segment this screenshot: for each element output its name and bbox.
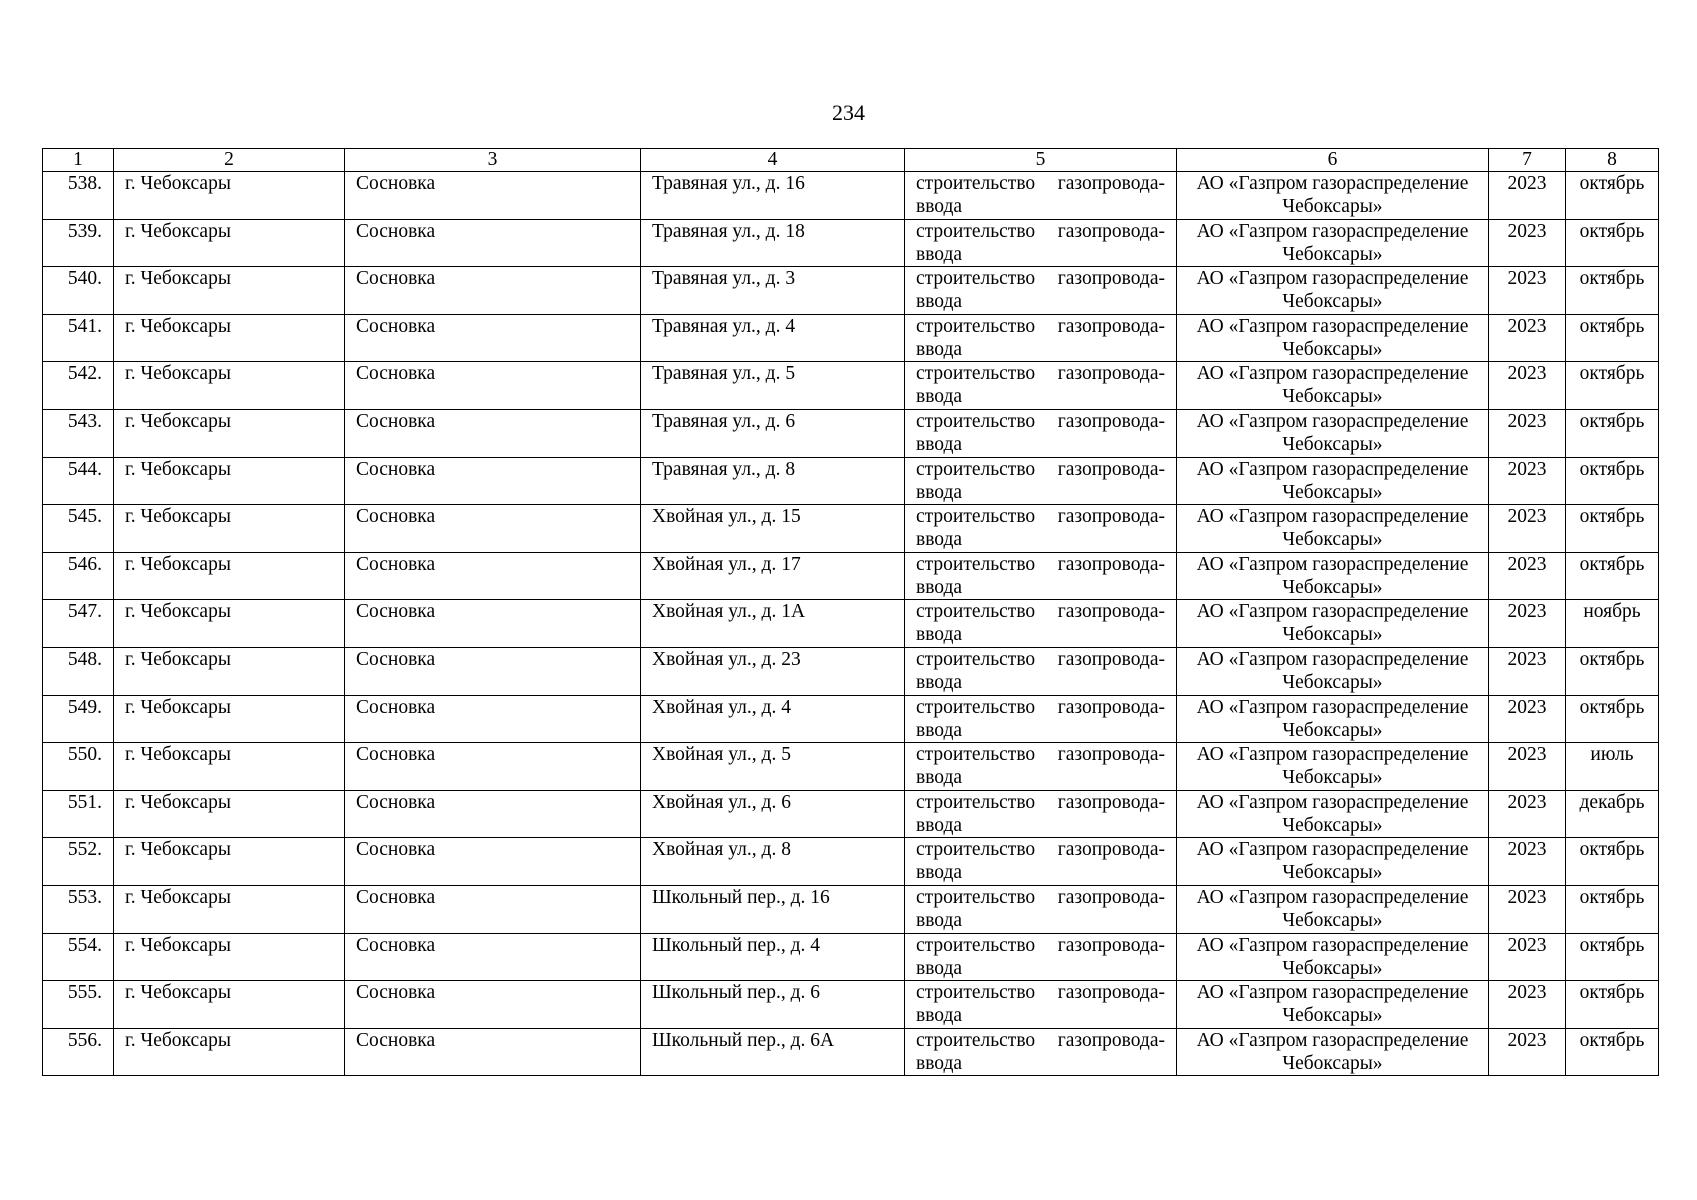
table-header xyxy=(43,149,1659,172)
district-cell: Сосновка xyxy=(345,933,641,981)
table-row xyxy=(43,172,1659,220)
row-number: 541. xyxy=(43,314,114,362)
address-cell: Травяная ул., д. 6 xyxy=(641,409,905,457)
row-number: 550. xyxy=(43,743,114,791)
organization-line: АО «Газпром газораспределение xyxy=(1196,553,1469,575)
work-type-line: ввода xyxy=(916,386,963,408)
year-cell: 2023 xyxy=(1489,981,1566,1029)
organization-line: Чебоксары» xyxy=(1282,719,1383,741)
year-cell: 2023 xyxy=(1489,790,1566,838)
work-type-line: строительство газопровода- xyxy=(916,791,1165,813)
table-row xyxy=(43,647,1659,695)
city-cell: г. Чебоксары xyxy=(114,552,345,600)
organization-line: Чебоксары» xyxy=(1282,243,1383,265)
organization-line: АО «Газпром газораспределение xyxy=(1196,410,1469,432)
organization-line: Чебоксары» xyxy=(1282,338,1383,360)
work-type-cell xyxy=(905,457,1177,505)
row-number: 551. xyxy=(43,790,114,838)
table-row xyxy=(43,362,1659,410)
city-cell: г. Чебоксары xyxy=(114,362,345,410)
work-type-line: строительство газопровода- xyxy=(916,220,1165,242)
work-type-line: ввода xyxy=(916,719,963,741)
year-cell: 2023 xyxy=(1489,933,1566,981)
work-type-line: ввода xyxy=(916,338,963,360)
work-type-line: ввода xyxy=(916,196,963,217)
address-cell: Хвойная ул., д. 8 xyxy=(641,838,905,886)
year-cell: 2023 xyxy=(1489,172,1566,220)
organization-line: Чебоксары» xyxy=(1282,196,1383,217)
month-cell: октябрь xyxy=(1566,409,1659,457)
city-cell: г. Чебоксары xyxy=(114,790,345,838)
address-cell: Травяная ул., д. 16 xyxy=(641,172,905,220)
city-cell: г. Чебоксары xyxy=(114,695,345,743)
year-cell: 2023 xyxy=(1489,362,1566,410)
city-cell: г. Чебоксары xyxy=(114,885,345,933)
month-cell: октябрь xyxy=(1566,362,1659,410)
month-cell: октябрь xyxy=(1566,314,1659,362)
organization-line: Чебоксары» xyxy=(1282,862,1383,884)
district-cell: Сосновка xyxy=(345,267,641,315)
district-cell: Сосновка xyxy=(345,743,641,791)
city-cell: г. Чебоксары xyxy=(114,933,345,981)
month-cell: октябрь xyxy=(1566,552,1659,600)
row-number: 542. xyxy=(43,362,114,410)
organization-cell xyxy=(1177,981,1489,1029)
row-number: 552. xyxy=(43,838,114,886)
organization-cell xyxy=(1177,314,1489,362)
work-type-line: строительство газопровода- xyxy=(916,934,1165,956)
row-number: 556. xyxy=(43,1028,114,1076)
district-cell: Сосновка xyxy=(345,695,641,743)
organization-cell xyxy=(1177,838,1489,886)
year-cell: 2023 xyxy=(1489,1028,1566,1076)
table-row xyxy=(43,457,1659,505)
organization-line: АО «Газпром газораспределение xyxy=(1196,1029,1469,1051)
work-type-line: строительство газопровода- xyxy=(916,696,1165,718)
column-header: 1 xyxy=(43,149,114,172)
row-number: 554. xyxy=(43,933,114,981)
work-type-line: строительство газопровода- xyxy=(916,744,1165,766)
year-cell: 2023 xyxy=(1489,552,1566,600)
work-type-cell xyxy=(905,267,1177,315)
work-type-cell xyxy=(905,362,1177,410)
year-cell: 2023 xyxy=(1489,219,1566,267)
table-row xyxy=(43,695,1659,743)
city-cell: г. Чебоксары xyxy=(114,267,345,315)
month-cell: октябрь xyxy=(1566,505,1659,553)
year-cell: 2023 xyxy=(1489,647,1566,695)
year-cell: 2023 xyxy=(1489,505,1566,553)
organization-line: Чебоксары» xyxy=(1282,1052,1383,1074)
organization-line: Чебоксары» xyxy=(1282,291,1383,313)
city-cell: г. Чебоксары xyxy=(114,409,345,457)
month-cell: октябрь xyxy=(1566,219,1659,267)
address-cell: Школьный пер., д. 6А xyxy=(641,1028,905,1076)
data-table xyxy=(42,148,1659,1076)
work-type-line: ввода xyxy=(916,671,963,693)
district-cell: Сосновка xyxy=(345,457,641,505)
organization-line: АО «Газпром газораспределение xyxy=(1196,363,1469,385)
organization-cell xyxy=(1177,457,1489,505)
month-cell: октябрь xyxy=(1566,933,1659,981)
year-cell: 2023 xyxy=(1489,314,1566,362)
organization-line: АО «Газпром газораспределение xyxy=(1196,315,1469,337)
organization-line: АО «Газпром газораспределение xyxy=(1196,648,1469,670)
table-row xyxy=(43,981,1659,1029)
address-cell: Травяная ул., д. 8 xyxy=(641,457,905,505)
organization-cell xyxy=(1177,600,1489,648)
work-type-line: строительство газопровода- xyxy=(916,553,1165,575)
city-cell: г. Чебоксары xyxy=(114,314,345,362)
work-type-line: ввода xyxy=(916,862,963,884)
month-cell: октябрь xyxy=(1566,981,1659,1029)
column-header: 8 xyxy=(1566,149,1659,172)
organization-cell xyxy=(1177,743,1489,791)
organization-line: Чебоксары» xyxy=(1282,909,1383,931)
page-number: 234 xyxy=(832,100,865,125)
table-row xyxy=(43,743,1659,791)
work-type-cell xyxy=(905,695,1177,743)
work-type-line: строительство газопровода- xyxy=(916,410,1165,432)
city-cell: г. Чебоксары xyxy=(114,981,345,1029)
organization-line: Чебоксары» xyxy=(1282,576,1383,598)
month-cell: декабрь xyxy=(1566,790,1659,838)
city-cell: г. Чебоксары xyxy=(114,219,345,267)
organization-line: АО «Газпром газораспределение xyxy=(1196,982,1469,1004)
year-cell: 2023 xyxy=(1489,600,1566,648)
work-type-line: строительство газопровода- xyxy=(916,1029,1165,1051)
work-type-line: ввода xyxy=(916,814,963,836)
work-type-line: строительство газопровода- xyxy=(916,648,1165,670)
district-cell: Сосновка xyxy=(345,362,641,410)
year-cell: 2023 xyxy=(1489,457,1566,505)
year-cell: 2023 xyxy=(1489,838,1566,886)
month-cell: октябрь xyxy=(1566,172,1659,220)
district-cell: Сосновка xyxy=(345,885,641,933)
row-number: 555. xyxy=(43,981,114,1029)
organization-line: Чебоксары» xyxy=(1282,481,1383,503)
work-type-line: строительство газопровода- xyxy=(916,458,1165,480)
row-number: 538. xyxy=(43,172,114,220)
organization-line: АО «Газпром газораспределение xyxy=(1196,744,1469,766)
organization-cell xyxy=(1177,362,1489,410)
row-number: 547. xyxy=(43,600,114,648)
address-cell: Хвойная ул., д. 23 xyxy=(641,647,905,695)
work-type-line: ввода xyxy=(916,624,963,646)
table-body xyxy=(43,172,1659,1076)
organization-cell xyxy=(1177,505,1489,553)
work-type-cell xyxy=(905,933,1177,981)
district-cell: Сосновка xyxy=(345,647,641,695)
organization-cell xyxy=(1177,695,1489,743)
district-cell: Сосновка xyxy=(345,172,641,220)
work-type-line: строительство газопровода- xyxy=(916,839,1165,861)
row-number: 549. xyxy=(43,695,114,743)
table-row xyxy=(43,314,1659,362)
work-type-cell xyxy=(905,219,1177,267)
column-header: 6 xyxy=(1177,149,1489,172)
work-type-line: строительство газопровода- xyxy=(916,506,1165,528)
row-number: 539. xyxy=(43,219,114,267)
organization-cell xyxy=(1177,1028,1489,1076)
organization-line: Чебоксары» xyxy=(1282,624,1383,646)
city-cell: г. Чебоксары xyxy=(114,172,345,220)
year-cell: 2023 xyxy=(1489,885,1566,933)
header-row xyxy=(43,149,1659,172)
address-cell: Школьный пер., д. 16 xyxy=(641,885,905,933)
organization-line: АО «Газпром газораспределение xyxy=(1196,268,1469,290)
work-type-cell xyxy=(905,885,1177,933)
row-number: 544. xyxy=(43,457,114,505)
district-cell: Сосновка xyxy=(345,409,641,457)
work-type-line: ввода xyxy=(916,291,963,313)
work-type-cell xyxy=(905,505,1177,553)
work-type-line: ввода xyxy=(916,1005,963,1027)
row-number: 545. xyxy=(43,505,114,553)
work-type-line: ввода xyxy=(916,433,963,455)
district-cell: Сосновка xyxy=(345,981,641,1029)
year-cell: 2023 xyxy=(1489,695,1566,743)
month-cell: октябрь xyxy=(1566,838,1659,886)
organization-line: АО «Газпром газораспределение xyxy=(1196,696,1469,718)
work-type-line: ввода xyxy=(916,529,963,551)
address-cell: Хвойная ул., д. 1А xyxy=(641,600,905,648)
city-cell: г. Чебоксары xyxy=(114,1028,345,1076)
work-type-cell xyxy=(905,172,1177,220)
work-type-cell xyxy=(905,314,1177,362)
work-type-line: строительство газопровода- xyxy=(916,173,1165,194)
row-number: 540. xyxy=(43,267,114,315)
organization-cell xyxy=(1177,647,1489,695)
organization-line: Чебоксары» xyxy=(1282,767,1383,789)
table-row xyxy=(43,885,1659,933)
organization-line: Чебоксары» xyxy=(1282,529,1383,551)
table-row xyxy=(43,600,1659,648)
organization-line: АО «Газпром газораспределение xyxy=(1196,886,1469,908)
work-type-line: ввода xyxy=(916,957,963,979)
city-cell: г. Чебоксары xyxy=(114,600,345,648)
district-cell: Сосновка xyxy=(345,552,641,600)
address-cell: Травяная ул., д. 3 xyxy=(641,267,905,315)
organization-line: Чебоксары» xyxy=(1282,957,1383,979)
column-header: 7 xyxy=(1489,149,1566,172)
city-cell: г. Чебоксары xyxy=(114,743,345,791)
work-type-line: ввода xyxy=(916,909,963,931)
month-cell: октябрь xyxy=(1566,647,1659,695)
district-cell: Сосновка xyxy=(345,1028,641,1076)
work-type-line: ввода xyxy=(916,1052,963,1074)
organization-line: АО «Газпром газораспределение xyxy=(1196,601,1469,623)
organization-line: Чебоксары» xyxy=(1282,814,1383,836)
work-type-line: строительство газопровода- xyxy=(916,268,1165,290)
organization-line: Чебоксары» xyxy=(1282,386,1383,408)
table-row xyxy=(43,838,1659,886)
address-cell: Травяная ул., д. 4 xyxy=(641,314,905,362)
work-type-cell xyxy=(905,790,1177,838)
month-cell: июль xyxy=(1566,743,1659,791)
organization-line: АО «Газпром газораспределение xyxy=(1196,458,1469,480)
row-number: 553. xyxy=(43,885,114,933)
organization-cell xyxy=(1177,790,1489,838)
organization-line: Чебоксары» xyxy=(1282,1005,1383,1027)
work-type-line: строительство газопровода- xyxy=(916,315,1165,337)
year-cell: 2023 xyxy=(1489,267,1566,315)
work-type-cell xyxy=(905,647,1177,695)
organization-cell xyxy=(1177,885,1489,933)
row-number: 548. xyxy=(43,647,114,695)
work-type-cell xyxy=(905,600,1177,648)
organization-line: АО «Газпром газораспределение xyxy=(1196,220,1469,242)
work-type-line: ввода xyxy=(916,481,963,503)
table-row xyxy=(43,933,1659,981)
month-cell: октябрь xyxy=(1566,695,1659,743)
table-row xyxy=(43,505,1659,553)
organization-line: АО «Газпром газораспределение xyxy=(1196,839,1469,861)
organization-cell xyxy=(1177,267,1489,315)
district-cell: Сосновка xyxy=(345,790,641,838)
organization-cell xyxy=(1177,552,1489,600)
address-cell: Хвойная ул., д. 15 xyxy=(641,505,905,553)
table-row xyxy=(43,552,1659,600)
month-cell: октябрь xyxy=(1566,267,1659,315)
work-type-cell xyxy=(905,743,1177,791)
row-number: 546. xyxy=(43,552,114,600)
month-cell: октябрь xyxy=(1566,457,1659,505)
column-header: 3 xyxy=(345,149,641,172)
district-cell: Сосновка xyxy=(345,314,641,362)
work-type-line: строительство газопровода- xyxy=(916,363,1165,385)
work-type-cell xyxy=(905,981,1177,1029)
city-cell: г. Чебоксары xyxy=(114,838,345,886)
organization-cell xyxy=(1177,219,1489,267)
table-row xyxy=(43,790,1659,838)
address-cell: Хвойная ул., д. 17 xyxy=(641,552,905,600)
organization-cell xyxy=(1177,933,1489,981)
address-cell: Травяная ул., д. 18 xyxy=(641,219,905,267)
year-cell: 2023 xyxy=(1489,409,1566,457)
organization-line: АО «Газпром газораспределение xyxy=(1196,173,1469,194)
work-type-line: ввода xyxy=(916,576,963,598)
address-cell: Травяная ул., д. 5 xyxy=(641,362,905,410)
column-header: 5 xyxy=(905,149,1177,172)
district-cell: Сосновка xyxy=(345,505,641,553)
work-type-line: ввода xyxy=(916,767,963,789)
work-type-cell xyxy=(905,1028,1177,1076)
table-row xyxy=(43,267,1659,315)
district-cell: Сосновка xyxy=(345,219,641,267)
organization-line: Чебоксары» xyxy=(1282,433,1383,455)
organization-line: АО «Газпром газораспределение xyxy=(1196,934,1469,956)
work-type-cell xyxy=(905,409,1177,457)
work-type-cell xyxy=(905,838,1177,886)
organization-line: АО «Газпром газораспределение xyxy=(1196,506,1469,528)
table-row xyxy=(43,1028,1659,1076)
work-type-line: строительство газопровода- xyxy=(916,982,1165,1004)
work-type-line: строительство газопровода- xyxy=(916,886,1165,908)
organization-cell xyxy=(1177,409,1489,457)
row-number: 543. xyxy=(43,409,114,457)
table-row xyxy=(43,409,1659,457)
column-header: 4 xyxy=(641,149,905,172)
address-cell: Школьный пер., д. 6 xyxy=(641,981,905,1029)
city-cell: г. Чебоксары xyxy=(114,457,345,505)
address-cell: Хвойная ул., д. 6 xyxy=(641,790,905,838)
work-type-cell xyxy=(905,552,1177,600)
district-cell: Сосновка xyxy=(345,600,641,648)
work-type-line: ввода xyxy=(916,243,963,265)
organization-line: Чебоксары» xyxy=(1282,671,1383,693)
address-cell: Школьный пер., д. 4 xyxy=(641,933,905,981)
table-row xyxy=(43,219,1659,267)
organization-cell xyxy=(1177,172,1489,220)
city-cell: г. Чебоксары xyxy=(114,505,345,553)
column-header: 2 xyxy=(114,149,345,172)
month-cell: ноябрь xyxy=(1566,600,1659,648)
address-cell: Хвойная ул., д. 4 xyxy=(641,695,905,743)
month-cell: октябрь xyxy=(1566,885,1659,933)
year-cell: 2023 xyxy=(1489,743,1566,791)
work-type-line: строительство газопровода- xyxy=(916,601,1165,623)
address-cell: Хвойная ул., д. 5 xyxy=(641,743,905,791)
district-cell: Сосновка xyxy=(345,838,641,886)
organization-line: АО «Газпром газораспределение xyxy=(1196,791,1469,813)
month-cell: октябрь xyxy=(1566,1028,1659,1076)
city-cell: г. Чебоксары xyxy=(114,647,345,695)
